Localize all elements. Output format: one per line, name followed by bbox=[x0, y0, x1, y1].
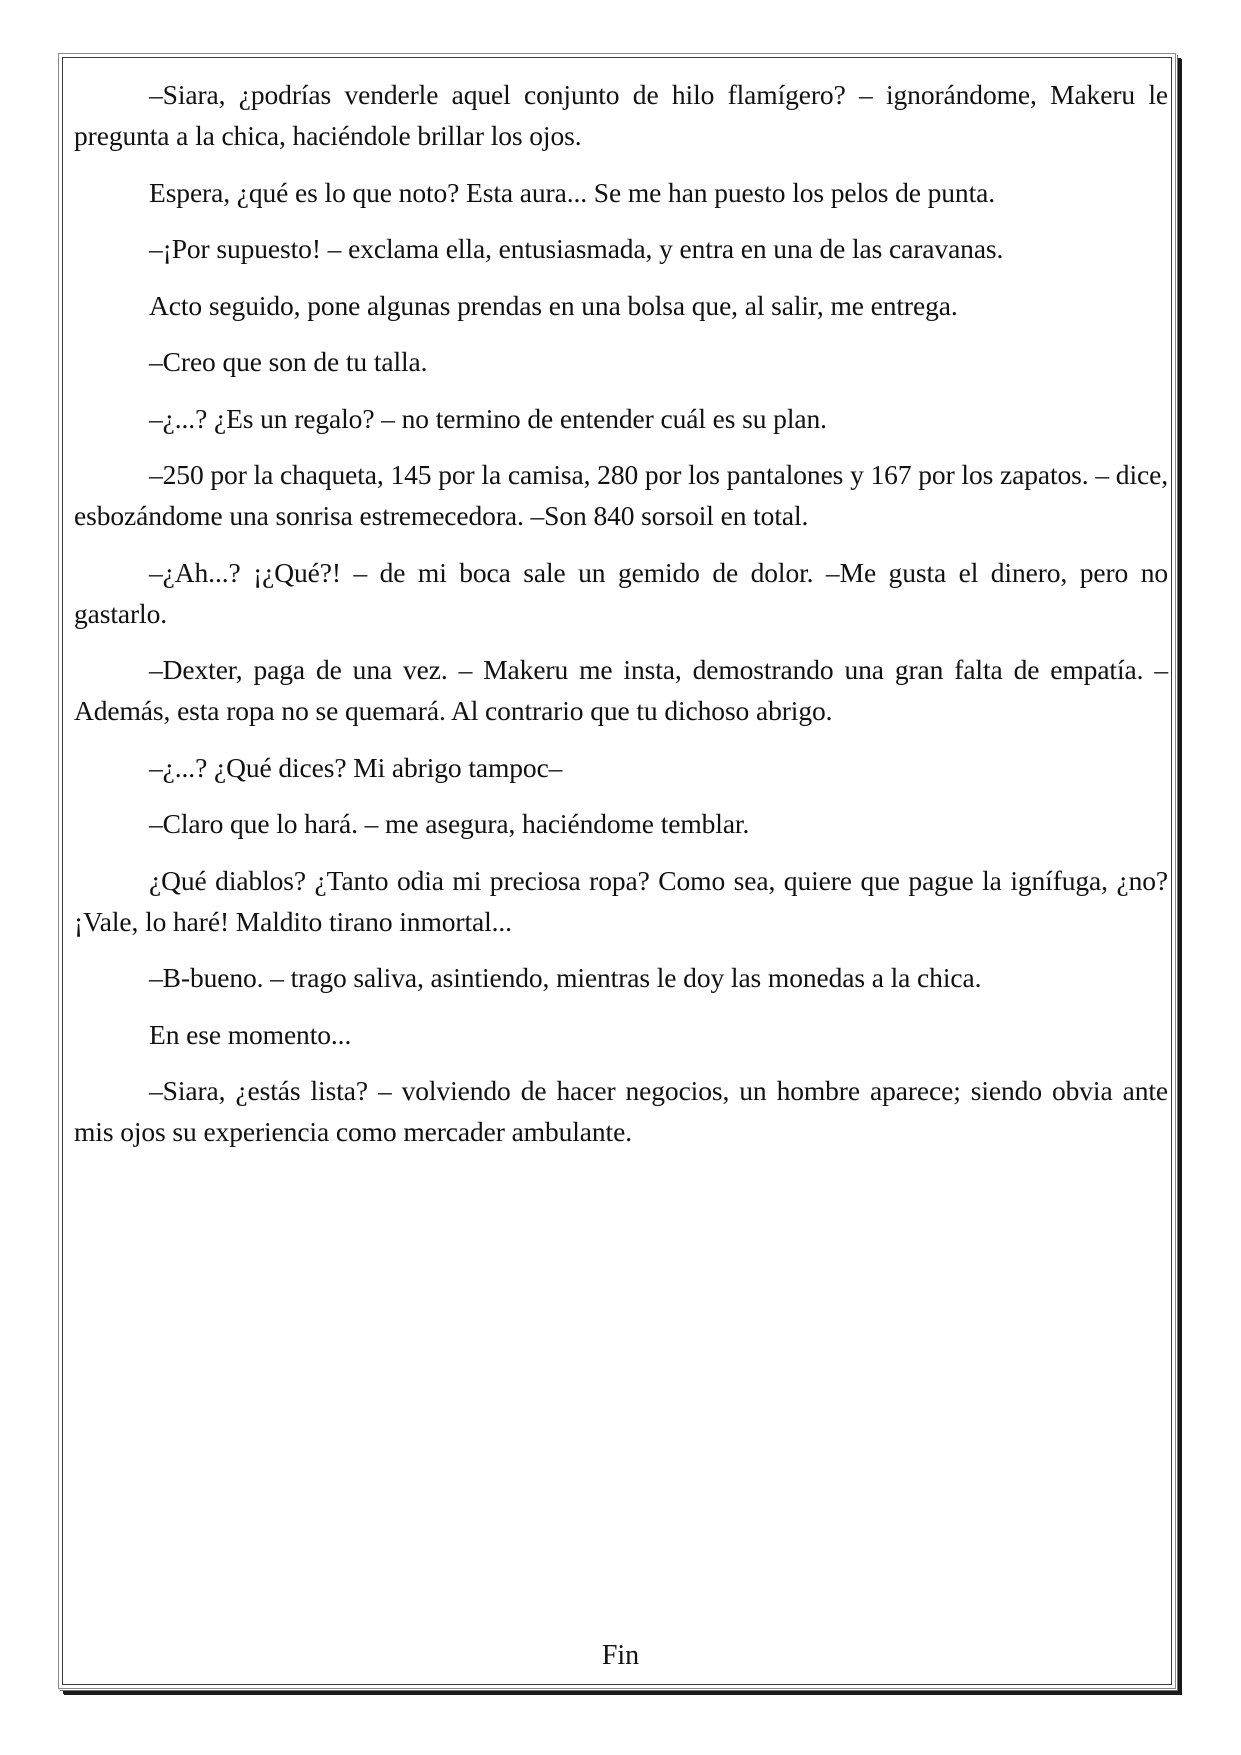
paragraph: –Creo que son de tu talla. bbox=[149, 346, 428, 377]
paragraph: –Claro que lo hará. – me asegura, haciéndome temblar. bbox=[149, 808, 750, 839]
paragraph: –B-bueno. – trago saliva, asintiendo, mientras le doy las monedas a la chica. bbox=[149, 962, 982, 993]
paragraph: –¿Ah...? ¡¿Qué?! – de mi boca sale un gemido de dolor. –Me gusta el dinero, pero no gastarlo. bbox=[74, 556, 1168, 629]
paragraph: –¿...? ¿Qué dices? Mi abrigo tampoc– bbox=[149, 751, 563, 783]
paragraph: –250 por la chaqueta, 145 por la camisa, 280 por los pantalones y 167 por los zapatos. – dice, esbozándome una sonrisa estremecedora. –Son 840 sorsoil en total. bbox=[74, 459, 1168, 531]
paragraph: –¡Por supuesto! – exclama ella, entusiasmada, y entra en una de las caravanas. bbox=[149, 233, 1004, 264]
story-text bbox=[74, 74, 1168, 1168]
paragraph: –¿...? ¿Es un regalo? – no termino de entender cuál es su plan. bbox=[149, 402, 827, 434]
paragraph: ¿Qué diablos? ¿Tanto odia mi preciosa ropa? Como sea, quiere que pague la ignífuga, ¿no? ¡Vale, lo haré! Maldito tirano inmortal... bbox=[74, 864, 1168, 937]
paragraph: –Dexter, paga de una vez. – Makeru me insta, demostrando una gran falta de empatía. –Además, esta ropa no se quemará. Al contrario que tu dichoso abrigo. bbox=[74, 654, 1168, 726]
paragraph: Acto seguido, pone algunas prendas en una bolsa que, al salir, me entrega. bbox=[149, 289, 958, 321]
paragraph: En ese momento... bbox=[149, 1018, 352, 1050]
paragraph: –Siara, ¿estás lista? – volviendo de hacer negocios, un hombre aparece; siendo obvia ante mis ojos su experiencia como mercader ambulante. bbox=[74, 1075, 1168, 1147]
paragraph: Espera, ¿qué es lo que noto? Esta aura... Se me han puesto los pelos de punta. bbox=[149, 176, 995, 208]
paragraph: –Siara, ¿podrías venderle aquel conjunto de hilo flamígero? – ignorándome, Makeru le pregunta a la chica, haciéndole brillar los ojos. bbox=[74, 79, 1168, 151]
ending-label: Fin bbox=[601, 1640, 640, 1671]
